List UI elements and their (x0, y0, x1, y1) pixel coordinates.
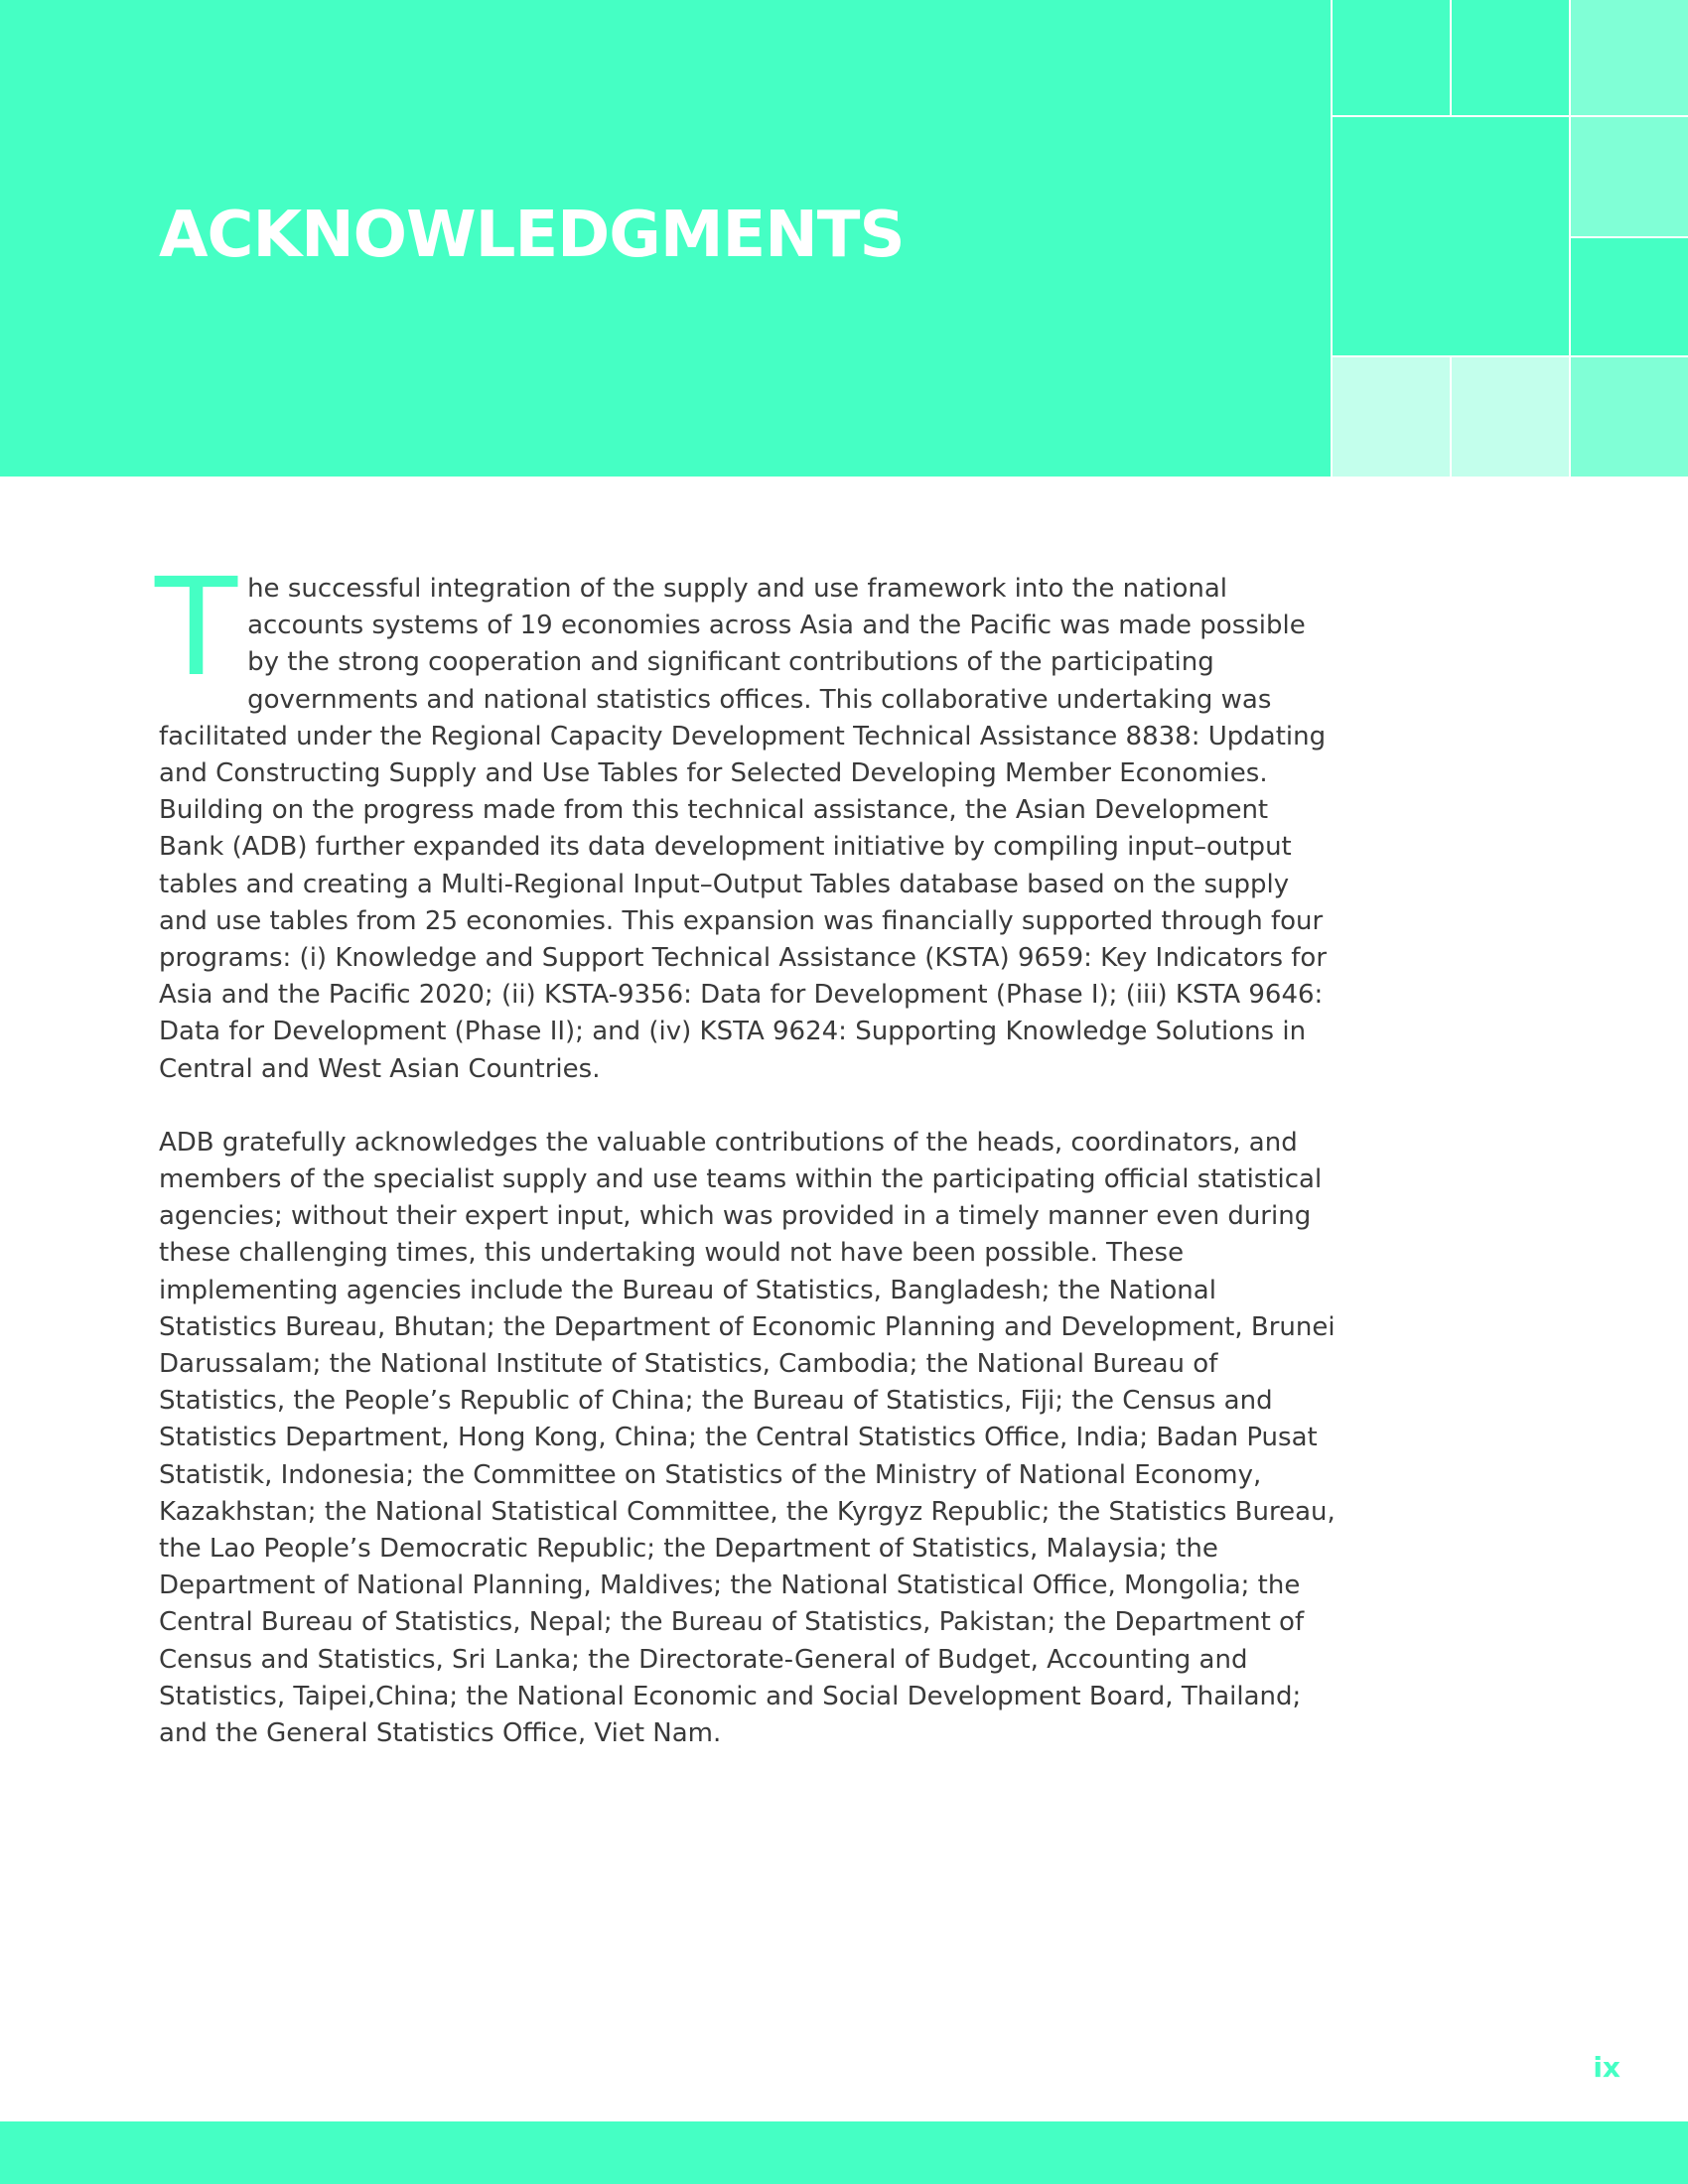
mosaic-tile (1452, 0, 1569, 115)
mosaic-tile (1333, 357, 1450, 477)
mosaic-tile (1571, 117, 1688, 236)
mosaic-tile (1452, 357, 1569, 477)
drop-cap: T (155, 550, 238, 707)
body-text (155, 550, 1340, 1789)
page-title: ACKNOWLEDGMENTS (159, 199, 905, 272)
mosaic-tile (1571, 238, 1688, 355)
paragraph-agencies: ADB gratefully acknowledges the valuable contributions of the heads, coordinators, and members of the specialist supply and use teams within the participating official statistical agencies; without their expert input, which was provided in a timely manner even during these challenging times, this undertaking would not have been possible. These implementing agencies include the Bureau of Statistics, Bangladesh; the National Statistics Bureau, Bhutan; the Department of Economic Planning and Development, Brunei Darussalam; the National Institute of Statistics, Cambodia; the National Bureau of Statistics, the People’s Republic of China; the Bureau of Statistics, Fiji; the Census and Statistics Department, Hong Kong, China; the Central Statistics Office, India; Badan Pusat Statistik, Indonesia; the Committee on Statistics of the Ministry of National Economy, Kazakhstan; the National Statistical Committee, the Kyrgyz Republic; the Statistics Bureau, the Lao People’s Democratic Republic; the Department of Statistics, Malaysia; the Department of National Planning, Maldives; the National Statistical Office, Mongolia; the Central Bureau of Statistics, Nepal; the Bureau of Statistics, Pakistan; the Department of Census and Statistics, Sri Lanka; the Directorate-General of Budget, Accounting and Statistics, Taipei,China; the National Economic and Social Development Board, Thailand; and the General Statistics Office, Viet Nam. (159, 1127, 1336, 1749)
page-number: ix (1593, 2051, 1620, 2084)
mosaic-tile (1333, 117, 1569, 355)
paragraph-intro-text: he successful integration of the supply and use framework into the national accounts systems of 19 economies across Asia and the Pacific was made possible by the strong cooperation and significant contributions of the participating governments and national statistics offices. This collaborative undertaking was facilitated under the Regional Capacity Development Technical Assistance 8838: Updating and Constructing Supply and Use Tables for Selected Developing Member Economies. Building on the progress made from this technical assistance, the Asian Development Bank (ADB) further expanded its data development initiative by compiling input–output tables and creating a Multi-Regional Input–Output Tables database based on the supply and use tables from 25 economies. This expansion was financially supported through four programs: (i) Knowledge and Support Technical Assistance (KSTA) 9659: Key Indicators for Asia and the Pacific 2020; (ii) KSTA-9356: Data for Development (Phase I); (iii) KSTA 9646: Data for Development (Phase II); and (iv) KSTA 9624: Supporting Knowledge Solutions in Central and West Asian Countries. (159, 574, 1328, 1084)
paragraph-intro (155, 550, 1340, 1088)
footer-band (0, 2121, 1688, 2184)
mosaic-tile (1333, 0, 1450, 115)
mosaic-tile (1571, 357, 1688, 477)
mosaic-tile (1571, 0, 1688, 115)
